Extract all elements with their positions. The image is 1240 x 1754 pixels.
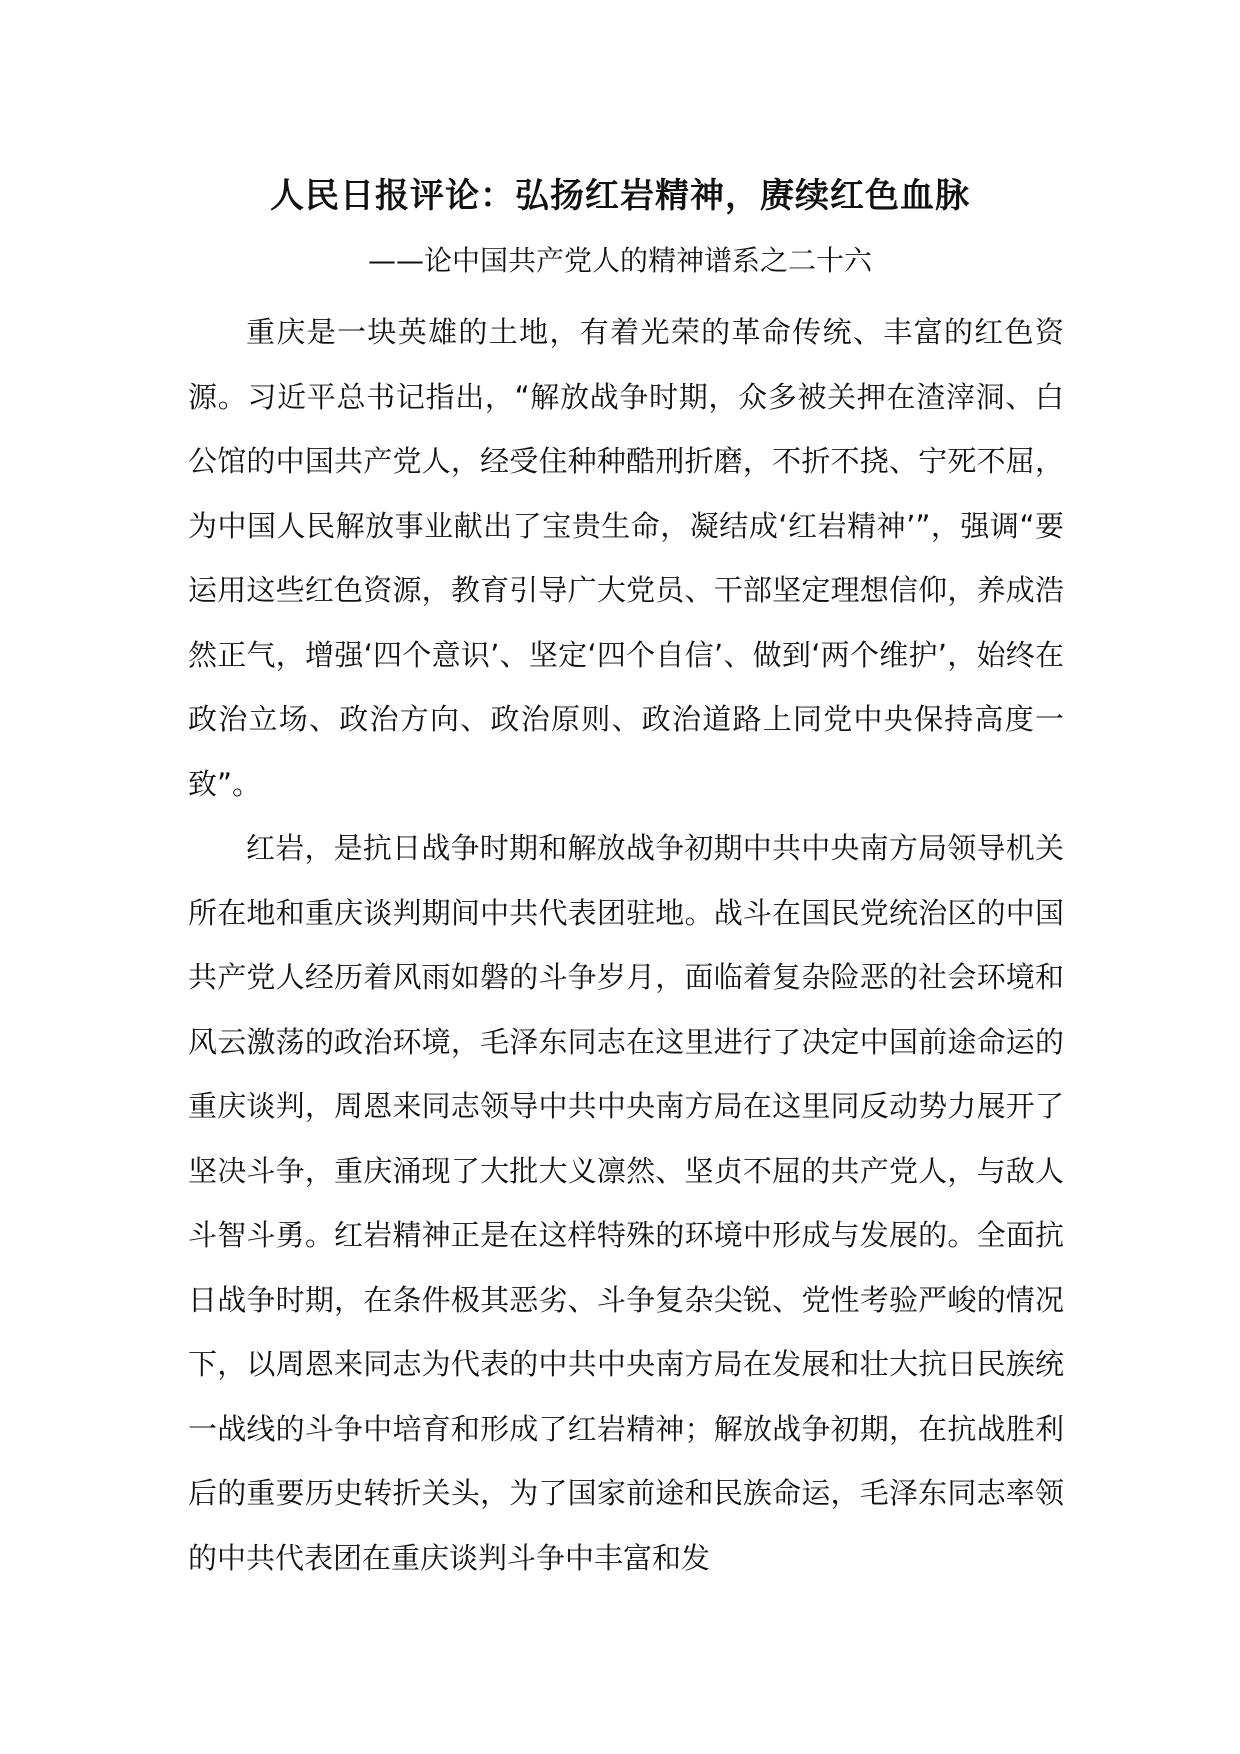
- paragraph-2: 红岩，是抗日战争时期和解放战争初期中共中央南方局领导机关所在地和重庆谈判期间中共代表团驻地。战斗在国民党统治区的中国共产党人经历着风雨如磐的斗争岁月，面临着复杂险恶的社会环境和风云激荡的政治环境，毛泽东同志在这里进行了决定中国前途命运的重庆谈判，周恩来同志领导中共中央南方局在这里同反动势力展开了坚决斗争，重庆涌现了大批大义凛然、坚贞不屈的共产党人，与敌人斗智斗勇。红岩精神正是在这样特殊的环境中形成与发展的。全面抗日战争时期，在条件极其恶劣、斗争复杂尖锐、党性考验严峻的情况下，以周恩来同志为代表的中共中央南方局在发展和壮大抗日民族统一战线的斗争中培育和形成了红岩精神；解放战争初期，在抗战胜利后的重要历史转折关头，为了国家前途和民族命运，毛泽东同志率领的中共代表团在重庆谈判斗争中丰富和发: [188, 831, 1064, 1575]
- article-body: [188, 300, 1064, 1590]
- article-title: 人民日报评论：弘扬红岩精神，赓续红色血脉: [270, 176, 970, 216]
- paragraph-1: 重庆是一块英雄的土地，有着光荣的革命传统、丰富的红色资源。习近平总书记指出，“解放战争时期，众多被关押在渣滓洞、白公馆的中国共产党人，经受住种种酷刑折磨，不折不挠、宁死不屈，为中国人民解放事业献出了宝贵生命，凝结成‘红岩精神’”，强调“要运用这些红色资源，教育引导广大党员、干部坚定理想信仰，养成浩然正气，增强‘四个意识’、坚定‘四个自信’、做到‘两个维护’，始终在政治立场、政治方向、政治原则、政治道路上同党中央保持高度一致”。: [188, 315, 1064, 801]
- article-subtitle: ——论中国共产党人的精神谱系之二十六: [367, 244, 872, 277]
